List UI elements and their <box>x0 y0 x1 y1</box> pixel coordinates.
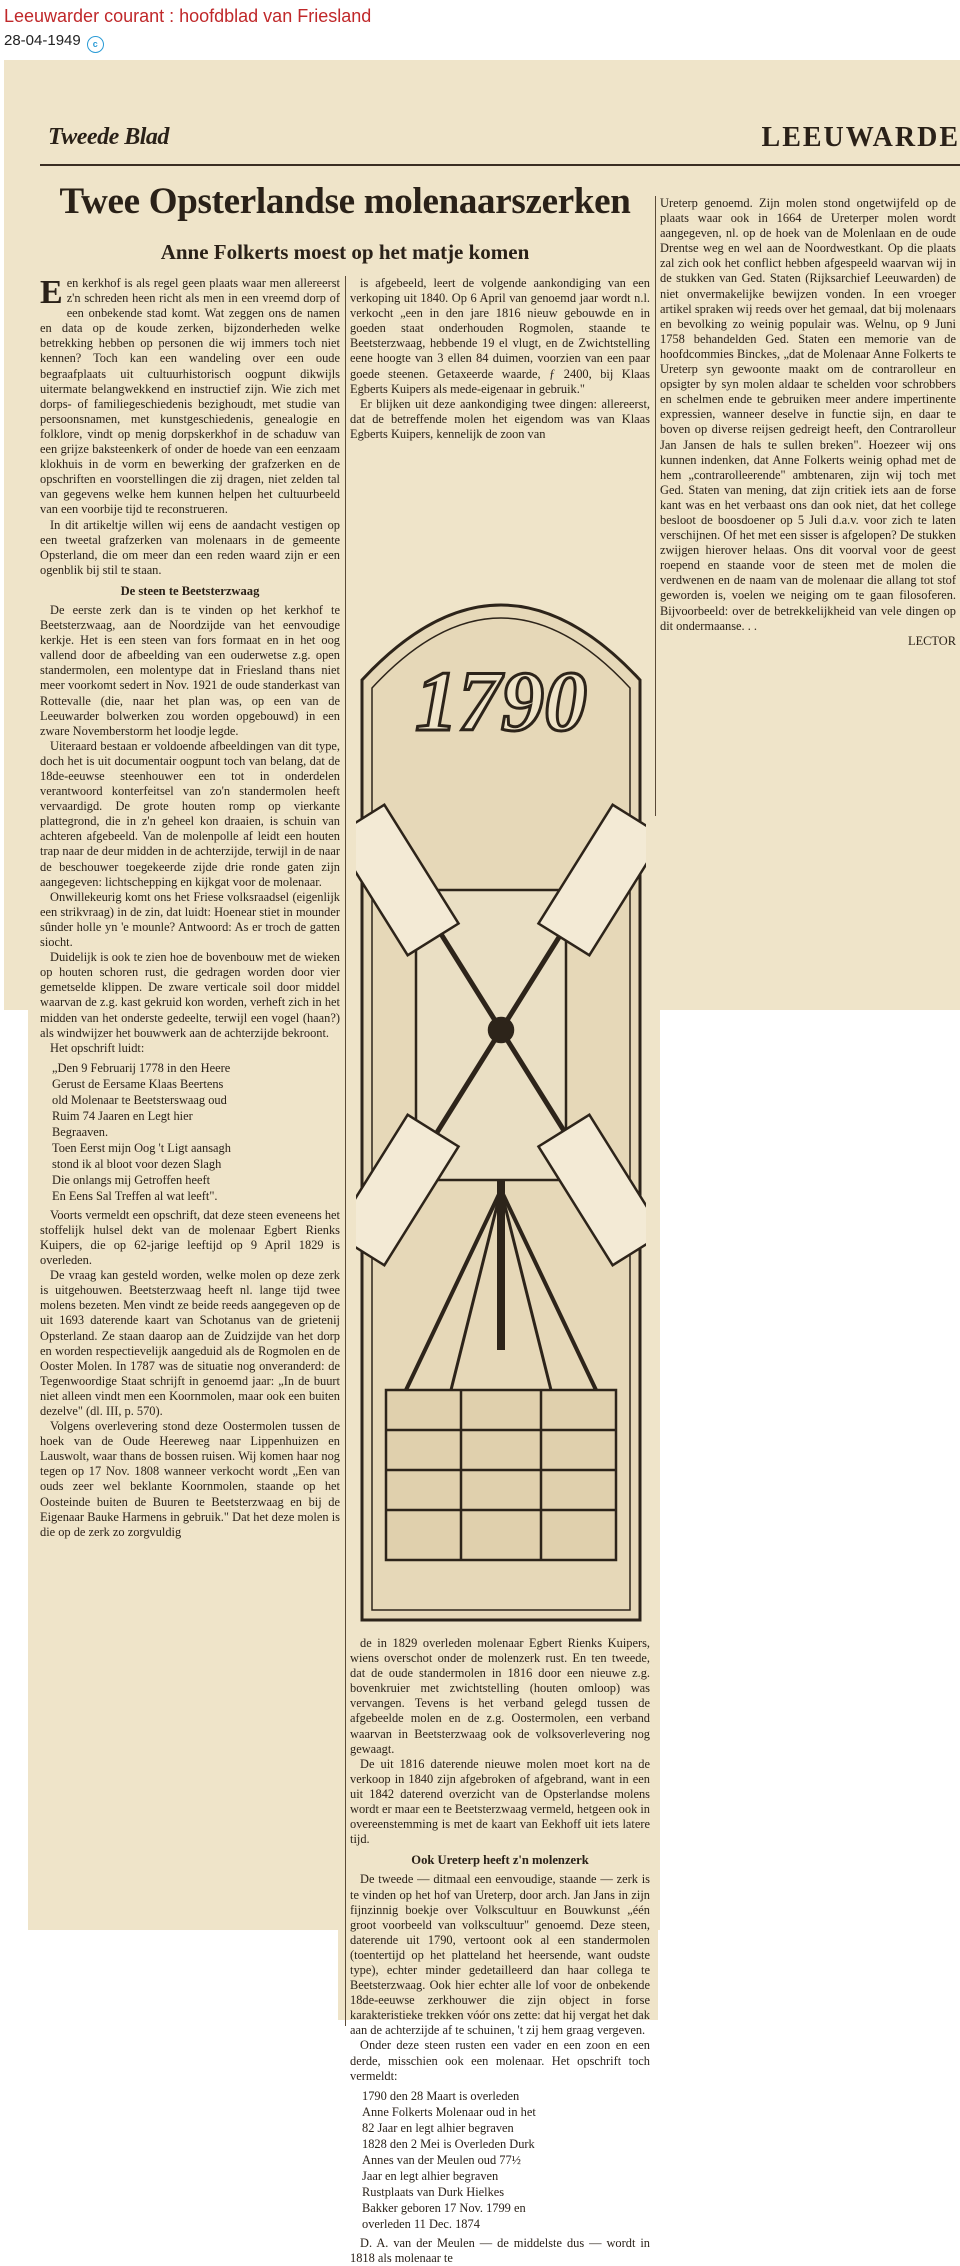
tombstone-windmill-illustration <box>356 530 646 1624</box>
section-label: Tweede Blad <box>48 124 169 150</box>
column-2-top <box>350 276 650 442</box>
inscription-2 <box>362 2088 650 2232</box>
inscription-line: 82 Jaar en legt alhier begraven <box>362 2120 514 2135</box>
inscription-line: Bakker geboren 17 Nov. 1799 en <box>362 2200 526 2215</box>
inscription-line: Anne Folkerts Molenaar oud in het <box>362 2104 536 2119</box>
publication-date <box>4 32 104 53</box>
inscription-line: Annes van der Meulen oud 77½ <box>362 2152 521 2167</box>
column-rule <box>345 276 346 2026</box>
paragraph: Het opschrift luidt: <box>50 1040 145 1055</box>
paragraph <box>40 276 340 518</box>
column-1 <box>40 276 340 1540</box>
paragraph: is afgebeeld, leert de volgende aankondiging van een verkoping uit 1840. Op 6 April van genoemd jaar wordt n.l. verkocht „een in den jare 1816 nieuw gebouwde en in goeden staat onderhouden Rogmolen, staande te Beetsterzwaag, hebbende 19 el vlugt, en de Zwichtstelling eene hoogte van 3 ellen 84 duimen, voorzien van een paar goede steenen. Getaxeerde waarde, ƒ 2400, bij Klaas Egberts Kuipers als mede-eigenaar in gebruik." <box>350 276 650 396</box>
section-heading: De steen te Beetsterzwaag <box>120 583 260 598</box>
inscription-line: overleden 11 Dec. 1874 <box>362 2216 480 2231</box>
paragraph: Duidelijk is ook te zien hoe de bovenbouw met de wieken op houten schoren rust, die gedragen worden door vier gemetselde klippen. De zware verticale soil door middel waarvan de z.g. kast gekruid kon worden, verheft zich in het midden van het onderste gedeelte, terwijl een vogel (haan?) als windwijzer het bouwwerk aan de achterzijde bekroont. <box>40 950 340 1040</box>
inscription-1 <box>52 1060 340 1204</box>
paragraph: Onder deze steen rusten een vader en een zoon en een derde, misschien ook een molenaar. Het opschrift toch vermeldt: <box>350 2038 650 2083</box>
column-2-bottom <box>350 1636 650 2266</box>
inscription-line: Die onlangs mij Getroffen heeft <box>52 1172 211 1187</box>
inscription-line: 1790 den 28 Maart is overleden <box>362 2088 520 2103</box>
inscription-line: En Eens Sal Treffen al wat leeft". <box>52 1188 218 1203</box>
drop-cap: E <box>40 274 63 311</box>
paragraph: Uiteraard bestaan er voldoende afbeeldingen van dit type, doch het is uit documentair oogpunt toch van belang, dat de 18de-eeuwse steenhouwer een tot in onderdelen verantwoord konterfeitsel van zo'n standermolen heeft vervaardigd. De grote houten romp op vierkante plattegrond, die in z'n geheel kon draaien, is schuin van achteren afgebeeld. Van de molenpolle af leidt een houten trap naar de deur midden in de achterzijde, terwijl in de naar de beschouwer toegekeerde zijde drie ronde gaten zijn aangegeven: lichtschepping en kijkgat voor de molenaar. <box>40 738 340 889</box>
inscription-line: 1828 den 2 Mei is Overleden Durk <box>362 2136 535 2151</box>
paragraph: De uit 1816 daterende nieuwe molen moet kort na de verkoop in 1840 zijn afgebroken of afgebrand, want in een uit 1842 daterend overzicht van de Opsterlandse molens wordt er maar een te Beetsterzwaag vermeld, hetgeen ook in overeenstemming is met de kaart van Eekhoff uit iets latere tijd. <box>350 1756 650 1847</box>
newspaper-title-link[interactable]: Leeuwarder courant : hoofdblad van Friesland <box>4 6 372 26</box>
paragraph: De vraag kan gesteld worden, welke molen op deze zerk is uitgehouwen. Beetsterzwaag heeft nl. lange tijd twee molens bezeten. Men vindt ze beide reeds aangegeven op de uit 1693 daterende kaart van Schotanus van de grietenij Opsterland. Ze staan daarop aan de Zuidzijde van het dorp en worden respectievelijk aangeduid als de Rogmolen en de Ooster Molen. In 1787 was de situatie nog onveranderd: de Tegenwoordige Staat schrijft in genoemd jaar: „In de buurt niet alleen vindt men een Koornmolen, maar ook een buiten dezelve" (dl. III, p. 570). <box>40 1268 340 1418</box>
inscription-line: Gerust de Eersame Klaas Beertens <box>52 1076 224 1091</box>
paragraph: Volgens overlevering stond deze Oostermolen tussen de hoek van de Oude Heereweg naar Lippenhuizen en Lauswolt, waar thans de bossen ruisen. Wij komen haar nog tegen op 17 Nov. 1808 wanneer verkocht wordt „Een van ouds zeer wel beklante Koornmolen, staande op het Oosteinde buiten de Buuren te Beetsterzwaag en bij de Eigenaar Bauke Harmens in gebruik." Dat het deze molen is die op de zerk zo zorgvuldig <box>40 1419 340 1539</box>
column-3 <box>660 196 956 649</box>
inscription-line: stond ik al bloot voor dezen Slagh <box>52 1156 222 1171</box>
creative-commons-icon[interactable]: c <box>87 36 104 53</box>
paragraph: D. A. van der Meulen — de middelste dus — wordt in 1818 als molenaar te <box>350 2235 650 2265</box>
paragraph-text: en kerkhof is als regel geen plaats waar men allereerst z'n schreden heen richt als men in een vreemd dorp of een onbekende stad komt. Wat zeggen ons de namen en data op de koude zerken, bijzonderheden welke betrekking hebben op personen die wij immers toch niet kennen? Toch kan een wandeling over een oude begraafplaats uit cultuurhistorisch oogpunt dikwijls uitermate belangwekkend en instructief zijn. Wie zich met dorps- of familiegeschiedenis bezighoudt, met studie van persoonsnamen, met kunstgeschiedenis, genealogie en folklore, vindt op menig dorpskerkhof in de schaduw van een grijze baksteenkerk of onder de hoede van een eenzaam klokhuis in de vorm en bewerking der grafzerken en de opschriften en voorstellingen die zij dragen, niet zelden tal van gegevens welke hem kunnen helpen het cultuurbeeld van een voorbije tijd te reconstrueren. <box>40 276 340 517</box>
paragraph: de in 1829 overleden molenaar Egbert Rienks Kuipers, wiens overschot onder de molenzerk rust. En ten tweede, dat de oude standermolen in 1816 door een nieuwe z.g. bovenkruier met zwichtstelling (houten omloop) was vervangen. Tevens is het verband gelegd tussen de afgebeelde molen en de z.g. Oostermolen, een verband waarvan in Beetsterzwaag ook de volksoverlevering nog gewaagt. <box>350 1636 650 1756</box>
column-rule <box>655 196 656 816</box>
date-text: 28-04-1949 <box>4 32 81 49</box>
illustration-year: 1790 <box>415 653 587 749</box>
paragraph: Er blijken uit deze aankondiging twee dingen: allereerst, dat de betreffende molen het eigendom was van Klaas Egberts Kuipers, kennelijk de zoon van <box>350 396 650 441</box>
article-subtitle: Anne Folkerts moest op het matje komen <box>160 240 530 264</box>
article-title: Twee Opsterlandse molenaarszerken <box>59 181 631 222</box>
section-heading: Ook Ureterp heeft z'n molenzerk <box>411 1853 589 1868</box>
windmill-icon <box>356 805 646 1560</box>
inscription-line: Toen Eerst mijn Oog 't Ligt aansagh <box>52 1140 231 1155</box>
inscription-line: Ruim 74 Jaaren en Legt hier <box>52 1108 193 1123</box>
inscription-line: Begraaven. <box>52 1124 109 1139</box>
inscription-line: old Molenaar te Beetsterswaag oud <box>52 1092 227 1107</box>
paper-name: LEEUWARDE <box>761 122 960 153</box>
paragraph: Voorts vermeldt een opschrift, dat deze steen eveneens het stoffelijk hulsel dekt van de molenaar Egbert Rienks Kuipers, die op 62-jarige leeftijd op 9 April 1829 is overleden. <box>40 1207 340 1268</box>
inscription-line: Jaar en legt alhier begraven <box>362 2168 499 2183</box>
author-signature: LECTOR <box>908 633 956 648</box>
inscription-line: Rustplaats van Durk Hielkes <box>362 2184 505 2199</box>
paragraph: In dit artikeltje willen wij eens de aandacht vestigen op een tweetal grafzerken van molenaars in de gemeente Opsterland, die om meer dan een reden waard zijn er een ogenblik bij stil te staan. <box>40 517 340 577</box>
page-header <box>0 0 960 60</box>
paragraph: Onwillekeurig komt ons het Friese volksraadsel (eigenlijk een strikvraag) in de zin, dat luidt: Hoenear stiet in mounder sûnder holle yn 'e mounle? Antwoord: As er troch de gatten siocht. <box>40 889 340 950</box>
paragraph: Ureterp genoemd. Zijn molen stond ongetwijfeld op de plaats waar ook in 1664 de Ureterper molen wordt aangegeven, nl. op de hoek van de Molenlaan en de oude Drentse weg en wel aan de Noordwestkant. Op die plaats zal zich ook het conflict hebben afgespeeld waarvan wij in de stukken van Ged. Staten (Rijksarchief Leeuwarden) de niet onvermakelijke bewijzen vonden. In een vroeger artikel spraken wij reeds over het gemaal, dat bij molenaars en bevolking zo weinig populair was. Welnu, op 9 Juni 1758 behandelden Ged. Staten een memorie van de hoofdcommies Binckes, „dat de Molenaar Anne Folkerts te Ureterp syn gewoonte maakt om de contrarolleur en opsigter by syn molen aldaar te schelden voor schrobbers en schelmen ende te gebruiken meer andere impertinente expressien, wanneer deselve in functie sijn, en daar te boven op diverse reijsen gedreigt heeft, den Contrarolleur Jan Jansen de hals te sullen breken". Hoezeer wij ons kunnen indenken, dat Anne Folkerts weinig ophad met de hem „contrarolleerende" ambtenaren, zijn wij toch met Ged. Staten van mening, dat zijn critiek iets aan de forse kant was en het verbaast ons dan ook niet, dat het college besloot de boosdoener op 5 Juli d.a.v. voor zich te laten verschijnen. Of het met een sisser is afgelopen? De stukken zwijgen hierover helaas. Ons dit voorval voor de geest roepend en staande voor de steen met de molen die verdwenen en de naam van de molenaar die allang tot stof geworden is, voelen we neiging om te gaan filosoferen. Bijvoorbeeld: over de betrekkelijkheid van vele dingen op dit ondermaanse. . . <box>660 196 956 633</box>
paragraph: De tweede — ditmaal een eenvoudige, staande — zerk is te vinden op het hof van Ureterp, door arch. Jan Jans in zijn fijnzinnig boekje over Volkscultuur en Bouwkunst „één groot voorbeeld van volkscultuur" genoemd. Deze steen, daterende uit 1790, vertoont ook al een standermolen (toentertijd op het platteland het heersende, want oudste type), echter minder gedetailleerd dan haar collega te Beetsterzwaag. Ook hier echter alle lof voor de onbekende 18de-eeuwse zerkhouwer die zijn object in forse karakteristieke trekken vóór ons zette: dat hij vergat het dak aan de achterzijde af te schuinen, 't zij hem graag vergeven. <box>350 1872 650 2038</box>
paragraph: De eerste zerk dan is te vinden op het kerkhof te Beetsterzwaag, aan de Noordzijde van het eenvoudige kerkje. Het is een steen van fors formaat en in het oog vallend door de afbeelding van een ouderwetse z.g. open standermolen, een molentype dat in Friesland thans niet meer voorkomt sedert in Nov. 1921 de oude standerkast van Rottevalle (die, naar het plan was, op een van de Leeuwarder bolwerken zou worden opgebouwd) in een zware Novemberstorm het loodje legde. <box>40 602 340 738</box>
inscription-line: „Den 9 Februarij 1778 in den Heere <box>52 1060 231 1075</box>
newspaper-masthead <box>40 118 960 166</box>
